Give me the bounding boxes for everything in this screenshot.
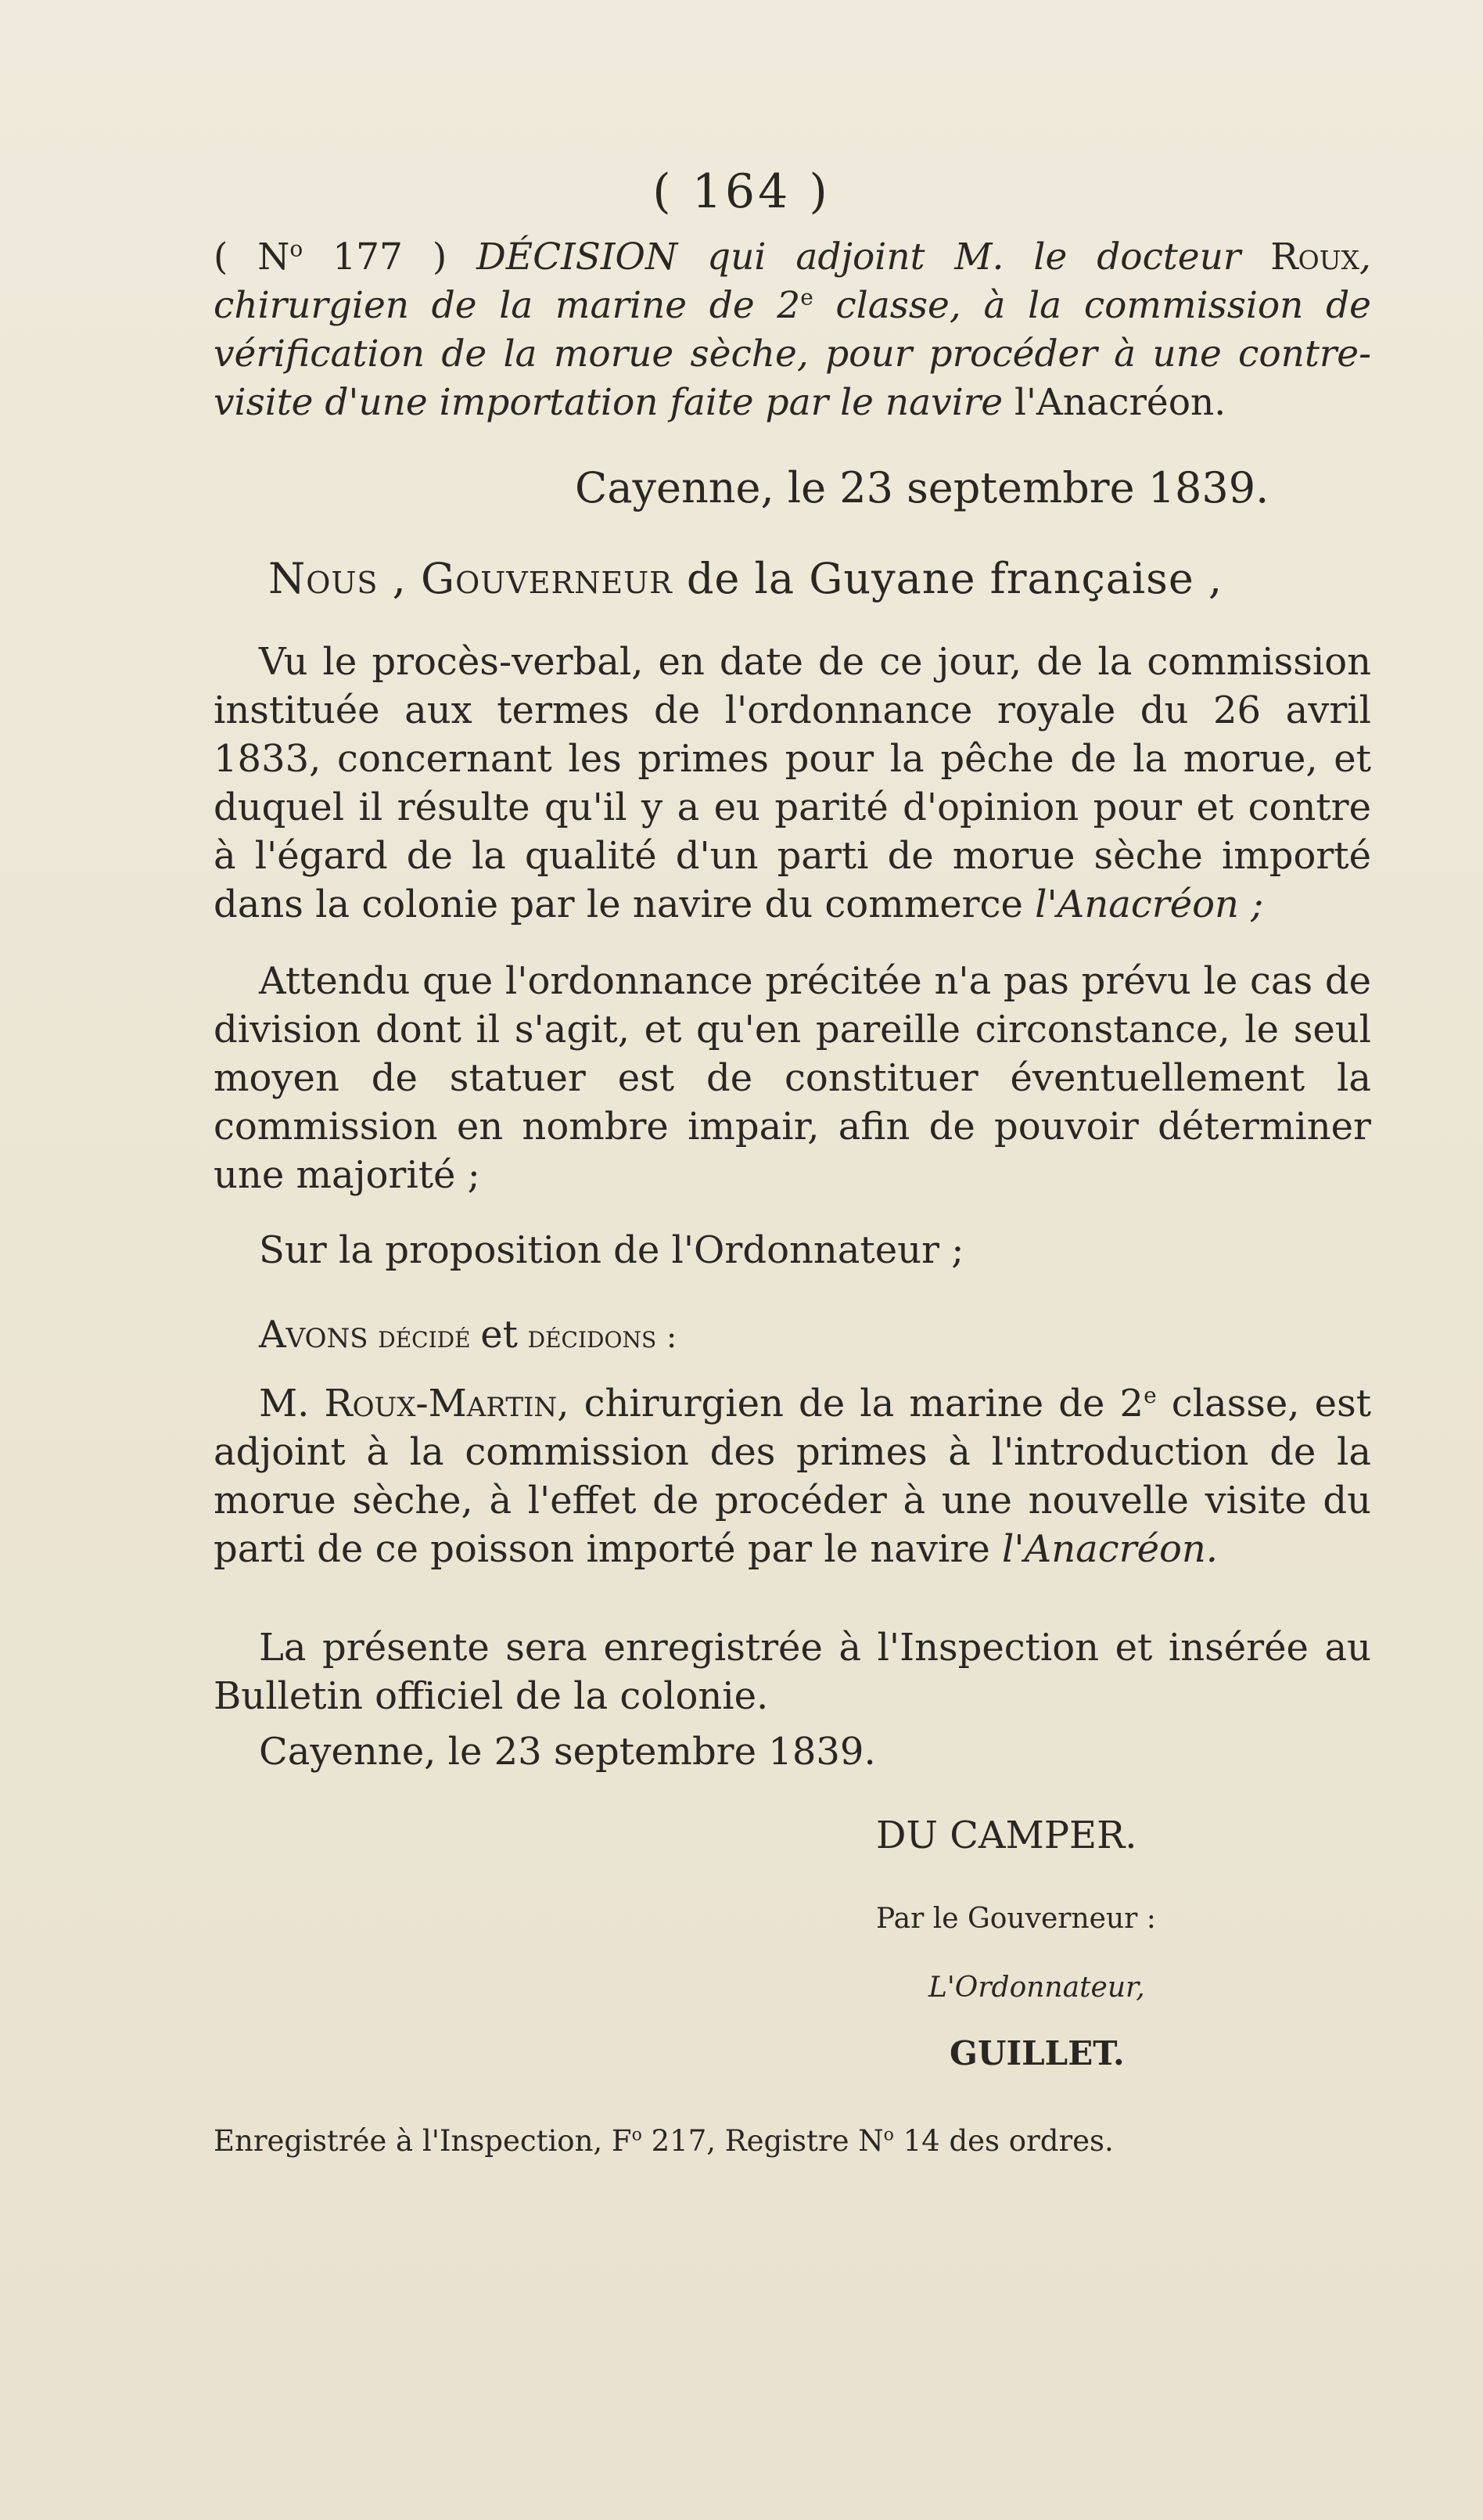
avons-word: Avons (259, 1313, 368, 1357)
page-number: ( 164 ) (652, 164, 831, 219)
paragraph-avons-decide (214, 1310, 1371, 1361)
paragraph-vu-text: Vu le procès-verbal, en date de ce jour, de la commission instituée aux termes de l'ordonnance royale du 26 avril 1833, concernant les primes pour la pêche de la morue, et duquel il résulte qu'il y a eu parité d'opinion pour et contre à l'égard de la qualité d'un parti de morue sèche importé dans la colonie par le navire du commerce (214, 640, 1371, 926)
ordonnateur-title: L'Ordonnateur, (928, 1972, 1145, 2004)
article-sup: e (1144, 1382, 1157, 1408)
decision-number-open: ( N (214, 235, 290, 279)
paragraph-proposition: Sur la proposition de l'Ordonnateur ; (259, 1228, 964, 1272)
decision-subject-part2: classe, à la commission de vérification de la morue sèche, pour procéder à une contre-visite d'une importation faite par le navire (214, 284, 1371, 424)
paragraph-attendu: Attendu que l'ordonnance précitée n'a pas prévu le cas de division dont il s'agit, et qu'en pareille circonstance, le seul moyen de statuer est de constituer éventuellement la commission en nombre impair, afin de pouvoir déterminer une majorité ; (214, 959, 1371, 1197)
nous-rest: de la Guyane française , (672, 554, 1223, 603)
registration-text1: Enregistrée à l'Inspection, F (214, 2124, 632, 2158)
surgeon-name: Roux-Martin (324, 1382, 558, 1425)
decision-number-close: 177 ) (303, 235, 477, 279)
registration-sup2: o (883, 2125, 894, 2145)
nous-comma: , (378, 554, 421, 603)
article-prefix: M. (259, 1382, 325, 1425)
registration-note (214, 2124, 1114, 2158)
registration-sup1: o (631, 2125, 642, 2145)
par-le-gouverneur: Par le Gouverneur : (876, 1903, 1156, 1935)
decision-subject-part1: , chirurgien de la marine de 2 (214, 235, 1371, 327)
decision-number-sup: o (289, 235, 303, 262)
signature-ordonnateur: GUILLET. (950, 2034, 1125, 2072)
registration-text3: 14 des ordres. (893, 2124, 1114, 2158)
signature-governor: DU CAMPER. (876, 1814, 1137, 1857)
article-ship: l'Anacréon. (1002, 1527, 1219, 1571)
dateline-top: Cayenne, le 23 septembre 1839. (575, 463, 1269, 512)
registration-text2: 217, Registre N (641, 2124, 884, 2158)
paragraph-registration-order: La présente sera enregistrée à l'Inspection et insérée au Bulletin officiel de la colonie. (214, 1626, 1371, 1718)
governor-preamble (268, 554, 1223, 603)
paragraph-article (214, 1379, 1371, 1573)
decision-title: DÉCISION qui adjoint M. le docteur (476, 235, 1271, 279)
ship-name: l'Anacréon. (1014, 381, 1226, 424)
decide-word: décidé (368, 1319, 481, 1355)
decision-heading (214, 233, 1371, 427)
gouverneur-word: Gouverneur (420, 554, 673, 603)
paragraph-vu-ship: l'Anacréon ; (1035, 883, 1264, 926)
article-text1: , chirurgien de la marine de 2 (557, 1382, 1144, 1425)
et-word: et (480, 1313, 518, 1357)
article-text2: classe, est adjoint à la commission des primes à l'introduction de la morue sèche, à l'effet de procéder à une nouvelle visite du parti de ce poisson importé par le navire (214, 1382, 1371, 1571)
class-sup: e (800, 284, 813, 311)
doctor-name: Roux (1270, 235, 1360, 279)
dateline-bottom: Cayenne, le 23 septembre 1839. (259, 1730, 876, 1774)
decidons-word: décidons : (517, 1319, 677, 1355)
nous-word: Nous (268, 554, 379, 603)
paragraph-vu (214, 638, 1371, 929)
